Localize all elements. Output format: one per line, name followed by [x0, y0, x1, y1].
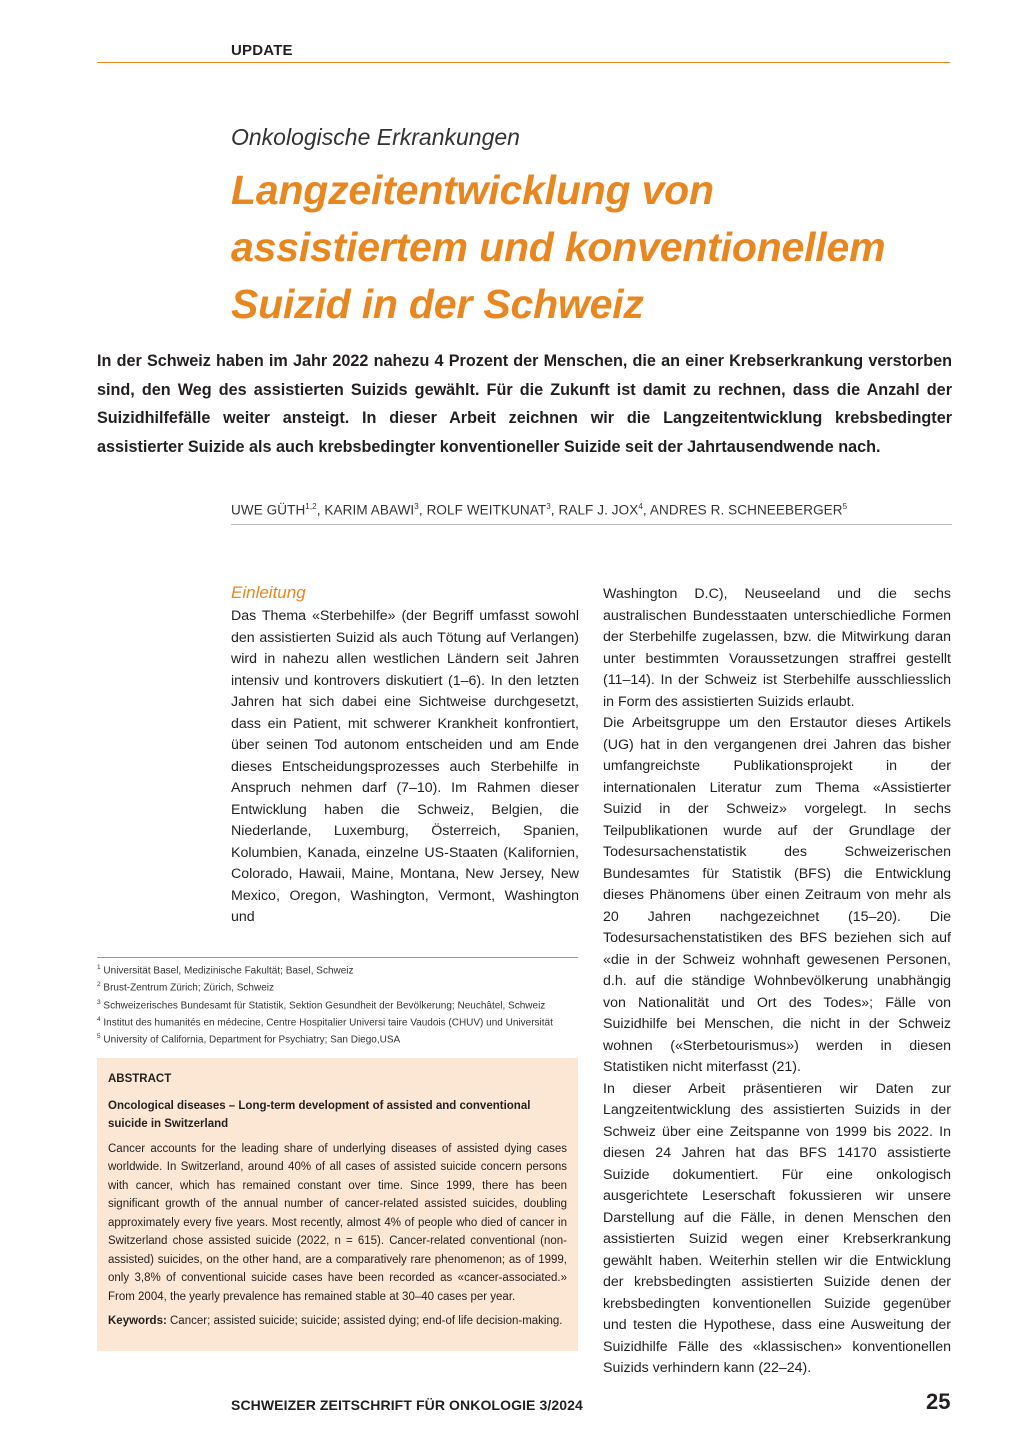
- header-rule: [97, 62, 950, 63]
- article-title: Langzeitentwicklung von assistiertem und konventionellem Suizid in der Schweiz: [231, 167, 886, 327]
- abstract-box: [97, 1058, 578, 1351]
- footnote: $^2$ Brust-Zentrum Zürich; Zürich, Schweiz: [97, 981, 275, 994]
- page-number: 25: [926, 1389, 951, 1414]
- body-column-right: [603, 584, 951, 1380]
- author-name: ROLF WEITKUNAT: [426, 502, 547, 518]
- footnote: $^3$ Schweizerisches Bundesamt für Statistik, Sektion Gesundheit der Bevölkerung; Neuchâtel, Schweiz: [97, 998, 546, 1011]
- author-affiliation: 4: [638, 502, 643, 511]
- footnotes: [97, 961, 582, 1048]
- footer-journal: SCHWEIZER ZEITSCHRIFT FÜR ONKOLOGIE 3/2024: [231, 1397, 583, 1413]
- article-kicker: Onkologische Erkrankungen: [231, 124, 520, 150]
- abstract-body: Cancer accounts for the leading share of underlying diseases of assisted dying cases worldwide. In Switzerland, around 40% of all cases of assisted suicide concern persons with cancer, which has remained constant over time. Since 1999, there has been significant growth of the annual number of cancer-related assisted suicides, doubling approximately every five years. Most recently, almost 4% of people who died of cancer in Switzerland chose assisted suicide (2022, n = 615). Cancer-related conventional (non-assisted) suicides, on the other hand, are a comparatively rare phenomenon; as of 1999, only 3,8% of conventional suicide cases have been recorded as «cancer-associated.» From 2004, the yearly prevalence has remained stable at 30–40 cases per year.: [108, 1142, 567, 1303]
- footnote-rule: [97, 957, 578, 958]
- body-paragraph: Washington D.C), Neuseeland und die sechs australischen Bundesstaaten unterschiedliche Formen der Sterbehilfe zugelassen, bzw. die Mitwirkung daran unter bestimmten Voraussetzungen straffrei gestellt (11–14). In der Schweiz ist Sterbehilfe ausschliesslich in Form des assistierten Suizids erlaubt.: [603, 586, 951, 710]
- body-paragraph: Das Thema «Sterbehilfe» (der Begriff umfasst sowohl den assistierten Suizid als auch Tötung auf Verlangen) wird in nahezu allen westlichen Ländern seit Jahren intensiv und kontrovers diskutiert (1–6). In den letzten Jahren hat sich dabei eine Sichtweise durchgesetzt, dass ein Patient, mit schwerer Krankheit konfrontiert, über seinen Tod autonom entscheiden und am Ende dieses Entscheidungsprozesses auch Sterbehilfe in Anspruch nehmen darf (7–10). Im Rahmen dieser Entwicklung haben die Schweiz, Belgien, die Niederlande, Luxemburg, Österreich, Spanien, Kolumbien, Kanada, einzelne US-Staaten (Kalifornien, Colorado, Hawaii, Maine, Montana, New Jersey, New Mexico, Oregon, Washington, Vermont, Washington und: [231, 608, 579, 925]
- author-affiliation: 3: [414, 502, 419, 511]
- author-name: RALF J. JOX: [558, 502, 639, 518]
- author-name: ANDRES R. SCHNEEBERGER: [649, 502, 843, 518]
- article-lead: In der Schweiz haben im Jahr 2022 nahezu 4 Prozent der Menschen, die an einer Krebserkrankung verstorben sind, den Weg des assistierten Suizids gewählt. Für die Zukunft ist damit zu rechnen, dass die Anzahl der Suizidhilfefälle weiter ansteigt. In dieser Arbeit zeichnen wir die Langzeitentwicklung krebsbedingter assistierter Suizide als auch krebsbedingter konventioneller Suizide seit der Jahrtausendwende nach.: [97, 352, 952, 456]
- author-line: UWE GÜTH$^{1,2}$, KARIM ABAWI$^3$, ROLF WEITKUNAT$^3$, RALF J. JOX$^4$, ANDRES R. SCHNEEBERGER$^5$: [231, 502, 848, 518]
- author-affiliation: 5: [842, 502, 848, 511]
- author-rule: [231, 524, 952, 525]
- section-tag: UPDATE: [231, 42, 293, 59]
- footnote: $^5$ University of California, Department for Psychiatry; San Diego,USA: [97, 1033, 401, 1046]
- footnote: $^1$ Universität Basel, Medizinische Fakultät; Basel, Schweiz: [97, 964, 354, 977]
- footnote: $^4$ Institut des humanités en médecine, Centre Hospitalier Universi taire Vaudois (CHUV) und Universität: [97, 1015, 553, 1029]
- author-affiliation: 3: [546, 502, 551, 511]
- keywords-text: Cancer; assisted suicide; suicide; assisted dying; end-of life decision-making.: [170, 1315, 563, 1327]
- author-affiliation: 1,2: [305, 502, 317, 511]
- author-name: KARIM ABAWI: [324, 502, 415, 518]
- keywords-label: Keywords:: [108, 1315, 167, 1327]
- abstract-keywords: [108, 1312, 567, 1331]
- abstract-title: Oncological diseases – Long-term development of assisted and conventional suicide in Switzerland: [108, 1099, 531, 1130]
- author-name: UWE GÜTH: [231, 502, 306, 518]
- section-heading: Einleitung: [231, 583, 306, 602]
- abstract-heading: ABSTRACT: [108, 1073, 172, 1085]
- body-paragraph: Die Arbeitsgruppe um den Erstautor dieses Artikels (UG) hat in den vergangenen drei Jahren das bisher umfangreichste Publikationsprojekt in der internationalen Literatur zum Thema «Assistierter Suizid in der Schweiz» vorgelegt. In sechs Teilpublikationen wurde auf der Grundlage der Todesursachenstatistik des Schweizerischen Bundesamtes für Statistik (BFS) die Entwicklung dieses Phänomens über einen Zeitraum von mehr als 20 Jahren nachgezeichnet (15–20). Die Todesursachenstatistiken des BFS beziehen sich auf «die in der Schweiz wohnhaft gewesenen Personen, d.h. auf die ständige Wohnbevölkerung unabhängig von Nationalität und Ort des Todes»; Fälle von Suizidhilfe bei Menschen, die nicht in der Schweiz wohnen («Sterbetourismus») werden in diesen Statistiken nicht miterfasst (21).: [603, 715, 951, 1075]
- body-paragraph: In dieser Arbeit präsentieren wir Daten zur Langzeitentwicklung des assistierten Suizids in der Schweiz über eine Zeitspanne von 1999 bis 2022. In diesen 24 Jahren hat das BFS 14170 assistierte Suizide dokumentiert. Für eine onkologisch ausgerichtete Leserschaft fokussieren wir unsere Darstellung auf die Fälle, in denen Menschen den assistierten Suizid wegen einer Krebserkrankung gewählt haben. Weiterhin stellen wir die Entwicklung der krebsbedingten assistierten Suizide denen der krebsbedingten konventionellen Suizide gegenüber und testen die Hypothese, dass eine Ausweitung der Suizidhilfe Fälle des «klassischen» konventionellen Suizids verhindern kann (22–24).: [603, 1080, 951, 1376]
- body-column-left: [231, 606, 579, 929]
